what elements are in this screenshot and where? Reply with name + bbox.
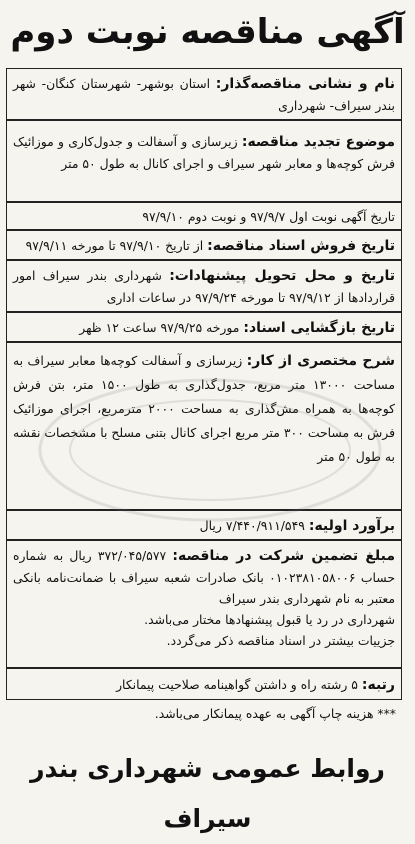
work-description-text: زیرسازی و آسفالت کوچه‌ها معابر سیراف به مساحت ۱۳۰۰۰ متر مربع، جدول‌گذاری به طول ۱۵۰۰ متر، بتن فرش کوچه‌ها به همراه مش‌گذاری به مساحت ۲۰۰۰ مترمربع، اجرای موزائیک فرش به مساحت ۳۰۰ متر مربع اجرای کانال بتنی مسلح با مشخصات نقشه به طول ۵۰ متر xyxy=(13,353,395,464)
issuer-text: استان بوشهر- شهرستان کنگان- شهر بندر سیراف- شهرداری xyxy=(13,76,395,113)
announcement-dates-text: تاریخ آگهی نوبت اول ۹۷/۹/۷ و نوبت دوم ۹۷/۹/۱۰ xyxy=(142,209,395,224)
sale-dates-text: از تاریخ ۹۷/۹/۱۰ تا مورخه ۹۷/۹/۱۱ xyxy=(25,238,204,253)
sale-dates-label: تاریخ فروش اسناد مناقصه: xyxy=(207,238,395,254)
guarantee-box xyxy=(6,540,402,668)
sale-dates-box xyxy=(6,230,402,260)
estimate-label: برآورد اولیه: xyxy=(308,518,395,534)
estimate-box xyxy=(6,510,402,540)
guarantee-note-2: جزییات بیشتر در اسناد مناقصه ذکر می‌گردد. xyxy=(166,633,395,648)
opening-label: تاریخ بازگشایی اسناد: xyxy=(243,320,395,336)
subject-text: زیرسازی و آسفالت و جدول‌کاری و موزائیک فرش کوچه‌ها و معابر شهر سیراف و اجرای کانال به طول ۵۰ متر xyxy=(13,134,395,171)
issuer-label: نام و نشانی مناقصه‌گذار: xyxy=(215,76,395,92)
guarantee-label: مبلغ تضمین شرکت در مناقصه: xyxy=(172,548,395,564)
submission-box xyxy=(6,260,402,312)
subject-label: موضوع تجدید مناقصه: xyxy=(241,134,395,150)
rank-label: رتبه: xyxy=(361,677,395,693)
tender-subject-box xyxy=(6,120,402,202)
page-title: آگهی مناقصه نوبت دوم xyxy=(10,12,405,52)
footer-signature: روابط عمومی شهرداری بندر سیراف xyxy=(30,754,385,833)
work-description-label: شرح مختصری از کار: xyxy=(246,353,395,369)
submission-text: شهرداری بندر سیراف امور قراردادها از ۹۷/۹/۱۲ تا مورخه ۹۷/۹/۲۴ در ساعات اداری xyxy=(13,268,395,305)
announcement-dates-box xyxy=(6,202,402,230)
work-description-box xyxy=(6,342,402,510)
guarantee-note-1: شهرداری در رد یا قبول پیشنهادها مختار می‌باشد. xyxy=(144,612,395,627)
submission-label: تاریخ و محل تحویل پیشنهادات: xyxy=(169,268,395,284)
rank-text: ۵ رشته راه و داشتن گواهینامه صلاحیت پیمانکار xyxy=(116,677,358,692)
estimate-text: ۷/۴۴۰/۹۱۱/۵۴۹ ریال xyxy=(199,518,305,533)
print-cost-note: *** هزینه چاپ آگهی به عهده پیمانکار می‌باشد. xyxy=(154,706,396,721)
opening-text: مورخه ۹۷/۹/۲۵ ساعت ۱۲ ظهر xyxy=(79,320,240,335)
opening-box xyxy=(6,312,402,342)
rank-box xyxy=(6,668,402,700)
guarantee-text: ۳۷۲/۰۴۵/۵۷۷ ریال به شماره حساب ۰۱۰۲۳۸۱۰۵۸۰۰۶ بانک صادرات شعبه سیراف با ضمانت‌نامه بانکی معتبر به نام شهرداری بندر سیراف xyxy=(13,548,395,606)
tender-issuer-box xyxy=(6,68,402,120)
